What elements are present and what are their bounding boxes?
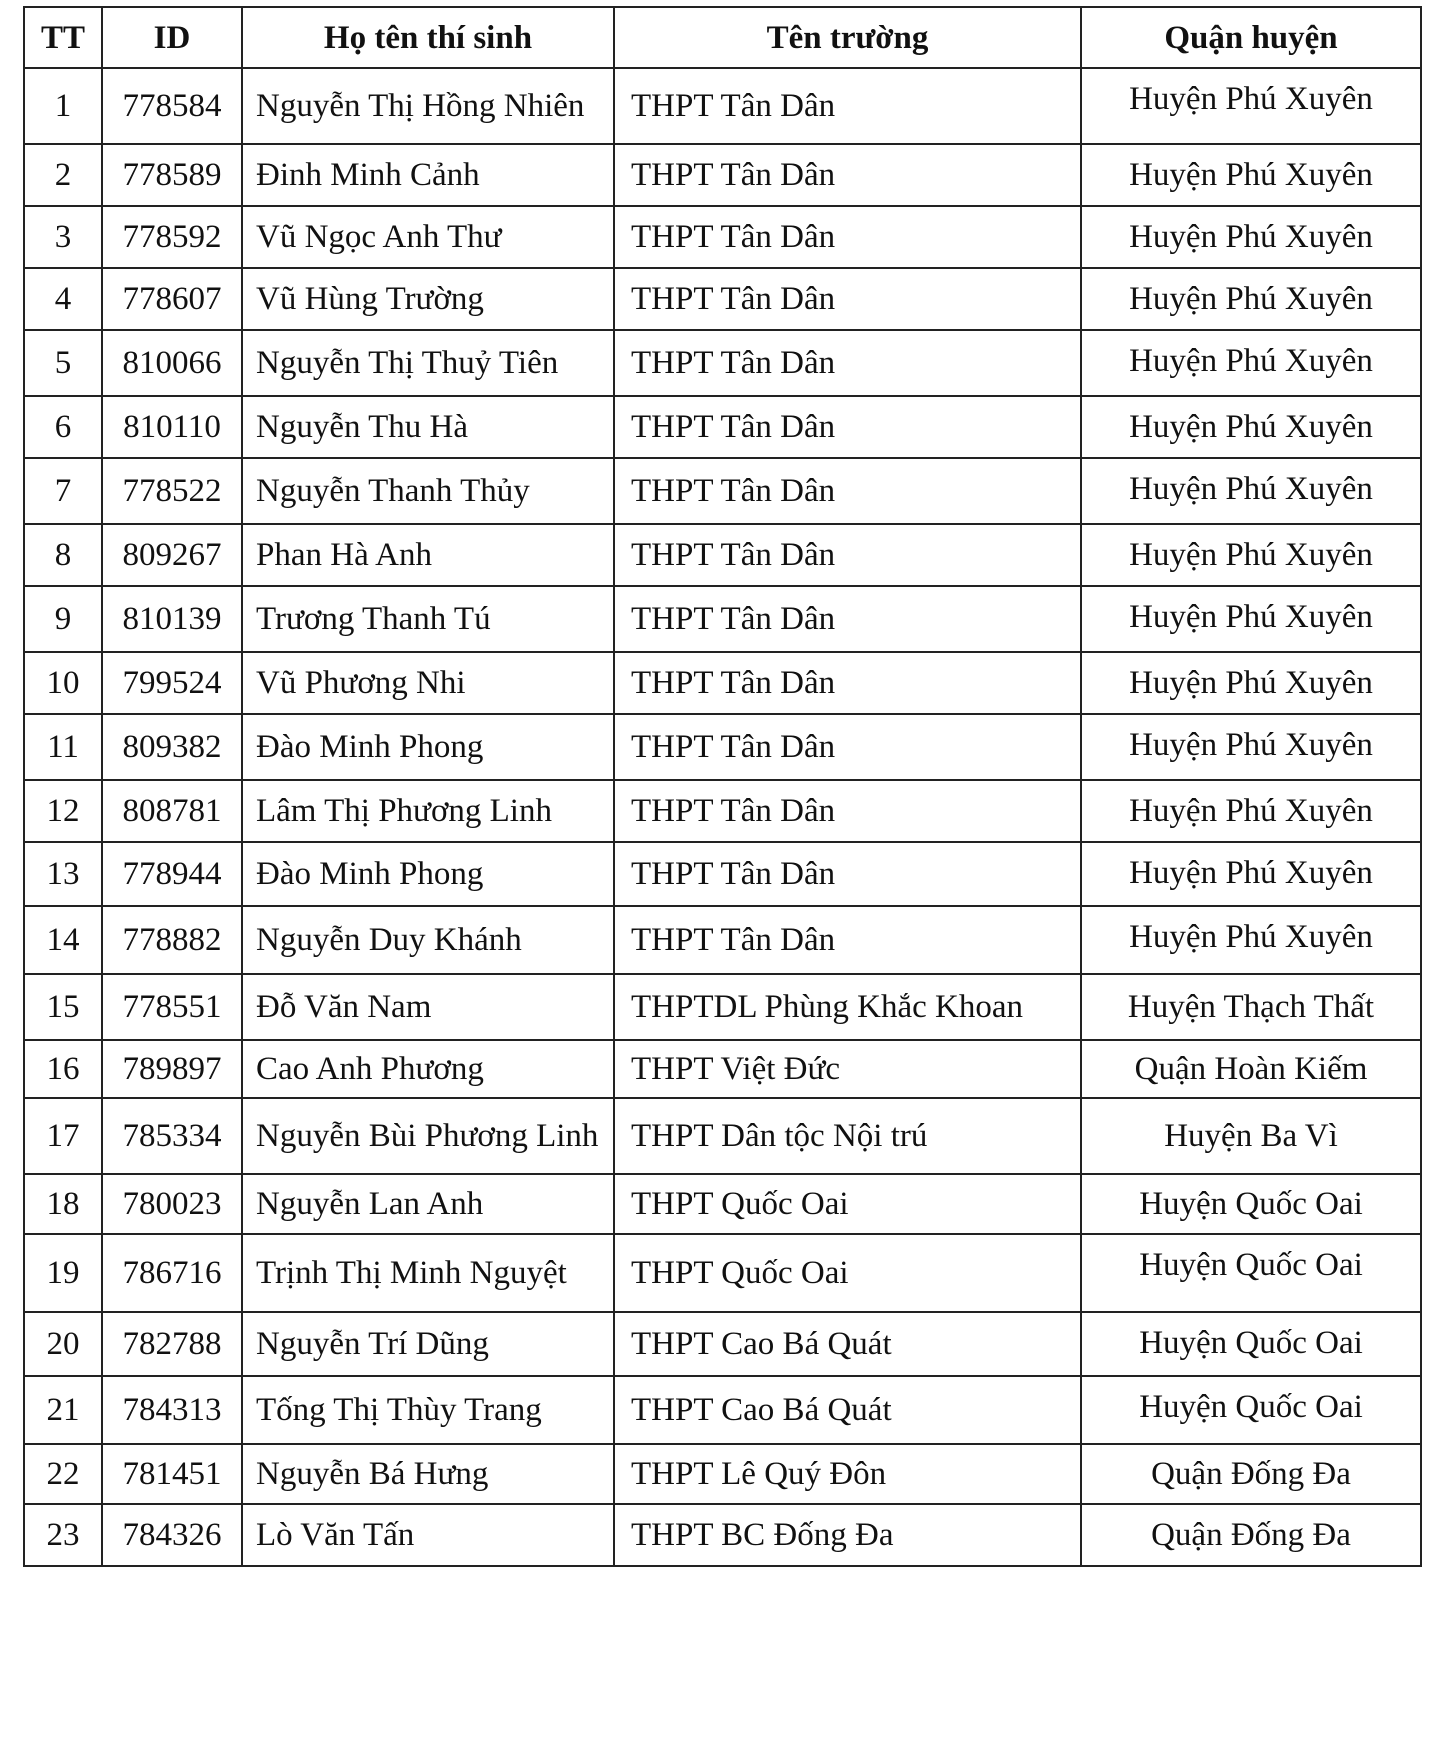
school-name: THPT Tân Dân	[614, 458, 1081, 524]
candidate-id: 784326	[102, 1504, 242, 1566]
candidate-id: 778589	[102, 144, 242, 206]
row-number: 21	[24, 1376, 102, 1444]
district-name: Huyện Phú Xuyên	[1081, 206, 1421, 268]
header-district: Quận huyện	[1081, 7, 1421, 68]
school-name: THPT Tân Dân	[614, 906, 1081, 974]
table-row	[24, 1040, 1421, 1098]
row-number: 3	[24, 206, 102, 268]
row-number: 14	[24, 906, 102, 974]
row-number: 20	[24, 1312, 102, 1376]
table-row	[24, 906, 1421, 974]
candidate-name: Nguyễn Bùi Phương Linh	[242, 1098, 614, 1174]
district-name: Huyện Phú Xuyên	[1081, 780, 1421, 842]
school-name: THPT Dân tộc Nội trú	[614, 1098, 1081, 1174]
row-number: 7	[24, 458, 102, 524]
district-name: Huyện Quốc Oai	[1081, 1174, 1421, 1234]
candidate-id: 781451	[102, 1444, 242, 1504]
table-row	[24, 652, 1421, 714]
candidate-name: Vũ Ngọc Anh Thư	[242, 206, 614, 268]
row-number: 12	[24, 780, 102, 842]
table-row	[24, 1234, 1421, 1312]
candidate-id: 785334	[102, 1098, 242, 1174]
row-number: 17	[24, 1098, 102, 1174]
school-name: THPT Tân Dân	[614, 330, 1081, 396]
candidate-name: Phan Hà Anh	[242, 524, 614, 586]
candidate-id: 780023	[102, 1174, 242, 1234]
row-number: 4	[24, 268, 102, 330]
candidate-id: 809267	[102, 524, 242, 586]
candidate-id: 808781	[102, 780, 242, 842]
school-name: THPT Lê Quý Đôn	[614, 1444, 1081, 1504]
school-name: THPT BC Đống Đa	[614, 1504, 1081, 1566]
candidate-id: 778607	[102, 268, 242, 330]
school-name: THPT Cao Bá Quát	[614, 1312, 1081, 1376]
table-row	[24, 974, 1421, 1040]
school-name: THPTDL Phùng Khắc Khoan	[614, 974, 1081, 1040]
district-name: Huyện Ba Vì	[1081, 1098, 1421, 1174]
row-number: 2	[24, 144, 102, 206]
candidate-id: 778882	[102, 906, 242, 974]
header-id: ID	[102, 7, 242, 68]
table-row	[24, 714, 1421, 780]
header-name: Họ tên thí sinh	[242, 7, 614, 68]
district-name: Huyện Phú Xuyên	[1081, 586, 1421, 652]
school-name: THPT Tân Dân	[614, 586, 1081, 652]
row-number: 5	[24, 330, 102, 396]
table-row	[24, 1174, 1421, 1234]
candidate-name: Nguyễn Lan Anh	[242, 1174, 614, 1234]
candidate-name: Lâm Thị Phương Linh	[242, 780, 614, 842]
school-name: THPT Quốc Oai	[614, 1174, 1081, 1234]
candidate-table	[23, 6, 1422, 1567]
candidate-name: Nguyễn Thanh Thủy	[242, 458, 614, 524]
district-name: Huyện Thạch Thất	[1081, 974, 1421, 1040]
candidate-id: 784313	[102, 1376, 242, 1444]
candidate-name: Tống Thị Thùy Trang	[242, 1376, 614, 1444]
candidate-id: 786716	[102, 1234, 242, 1312]
candidate-id: 789897	[102, 1040, 242, 1098]
table-row	[24, 1098, 1421, 1174]
school-name: THPT Tân Dân	[614, 714, 1081, 780]
district-name: Huyện Phú Xuyên	[1081, 714, 1421, 780]
table-row	[24, 842, 1421, 906]
table-row	[24, 396, 1421, 458]
table-row	[24, 144, 1421, 206]
table-row	[24, 1444, 1421, 1504]
table-row	[24, 1312, 1421, 1376]
school-name: THPT Tân Dân	[614, 780, 1081, 842]
row-number: 10	[24, 652, 102, 714]
district-name: Huyện Phú Xuyên	[1081, 524, 1421, 586]
candidate-id: 810066	[102, 330, 242, 396]
row-number: 6	[24, 396, 102, 458]
candidate-name: Nguyễn Duy Khánh	[242, 906, 614, 974]
school-name: THPT Cao Bá Quát	[614, 1376, 1081, 1444]
candidate-id: 810139	[102, 586, 242, 652]
row-number: 16	[24, 1040, 102, 1098]
candidate-name: Trương Thanh Tú	[242, 586, 614, 652]
district-name: Quận Đống Đa	[1081, 1504, 1421, 1566]
school-name: THPT Tân Dân	[614, 652, 1081, 714]
candidate-id: 778522	[102, 458, 242, 524]
candidate-id: 810110	[102, 396, 242, 458]
table-row	[24, 524, 1421, 586]
school-name: THPT Tân Dân	[614, 842, 1081, 906]
table-body	[24, 68, 1421, 1566]
candidate-name: Đào Minh Phong	[242, 842, 614, 906]
district-name: Huyện Phú Xuyên	[1081, 906, 1421, 974]
school-name: THPT Quốc Oai	[614, 1234, 1081, 1312]
table-row	[24, 586, 1421, 652]
table-row	[24, 206, 1421, 268]
row-number: 9	[24, 586, 102, 652]
header-row	[24, 7, 1421, 68]
district-name: Huyện Phú Xuyên	[1081, 396, 1421, 458]
row-number: 19	[24, 1234, 102, 1312]
district-name: Huyện Phú Xuyên	[1081, 330, 1421, 396]
district-name: Huyện Quốc Oai	[1081, 1376, 1421, 1444]
candidate-id: 778584	[102, 68, 242, 144]
candidate-name: Vũ Hùng Trường	[242, 268, 614, 330]
candidate-id: 799524	[102, 652, 242, 714]
table-row	[24, 268, 1421, 330]
district-name: Huyện Phú Xuyên	[1081, 842, 1421, 906]
candidate-name: Nguyễn Thu Hà	[242, 396, 614, 458]
row-number: 11	[24, 714, 102, 780]
candidate-id: 778944	[102, 842, 242, 906]
candidate-name: Lò Văn Tấn	[242, 1504, 614, 1566]
candidate-name: Đào Minh Phong	[242, 714, 614, 780]
candidate-name: Nguyễn Bá Hưng	[242, 1444, 614, 1504]
candidate-id: 778551	[102, 974, 242, 1040]
row-number: 13	[24, 842, 102, 906]
school-name: THPT Tân Dân	[614, 268, 1081, 330]
district-name: Quận Đống Đa	[1081, 1444, 1421, 1504]
school-name: THPT Tân Dân	[614, 524, 1081, 586]
school-name: THPT Tân Dân	[614, 206, 1081, 268]
candidate-name: Đỗ Văn Nam	[242, 974, 614, 1040]
table-row	[24, 330, 1421, 396]
candidate-name: Đinh Minh Cảnh	[242, 144, 614, 206]
table-row	[24, 68, 1421, 144]
district-name: Quận Hoàn Kiếm	[1081, 1040, 1421, 1098]
row-number: 1	[24, 68, 102, 144]
district-name: Huyện Quốc Oai	[1081, 1312, 1421, 1376]
school-name: THPT Việt Đức	[614, 1040, 1081, 1098]
row-number: 8	[24, 524, 102, 586]
district-name: Huyện Phú Xuyên	[1081, 652, 1421, 714]
district-name: Huyện Phú Xuyên	[1081, 144, 1421, 206]
candidate-id: 782788	[102, 1312, 242, 1376]
district-name: Huyện Phú Xuyên	[1081, 68, 1421, 144]
header-tt: TT	[24, 7, 102, 68]
candidate-name: Nguyễn Trí Dũng	[242, 1312, 614, 1376]
row-number: 22	[24, 1444, 102, 1504]
district-name: Huyện Phú Xuyên	[1081, 268, 1421, 330]
candidate-name: Cao Anh Phương	[242, 1040, 614, 1098]
row-number: 15	[24, 974, 102, 1040]
candidate-id: 778592	[102, 206, 242, 268]
candidate-name: Vũ Phương Nhi	[242, 652, 614, 714]
candidate-name: Nguyễn Thị Thuỷ Tiên	[242, 330, 614, 396]
row-number: 23	[24, 1504, 102, 1566]
candidate-name: Trịnh Thị Minh Nguyệt	[242, 1234, 614, 1312]
school-name: THPT Tân Dân	[614, 144, 1081, 206]
district-name: Huyện Phú Xuyên	[1081, 458, 1421, 524]
district-name: Huyện Quốc Oai	[1081, 1234, 1421, 1312]
table-row	[24, 1376, 1421, 1444]
candidate-name: Nguyễn Thị Hồng Nhiên	[242, 68, 614, 144]
school-name: THPT Tân Dân	[614, 68, 1081, 144]
table-row	[24, 458, 1421, 524]
header-school: Tên trường	[614, 7, 1081, 68]
school-name: THPT Tân Dân	[614, 396, 1081, 458]
row-number: 18	[24, 1174, 102, 1234]
table-row	[24, 1504, 1421, 1566]
candidate-id: 809382	[102, 714, 242, 780]
table-row	[24, 780, 1421, 842]
